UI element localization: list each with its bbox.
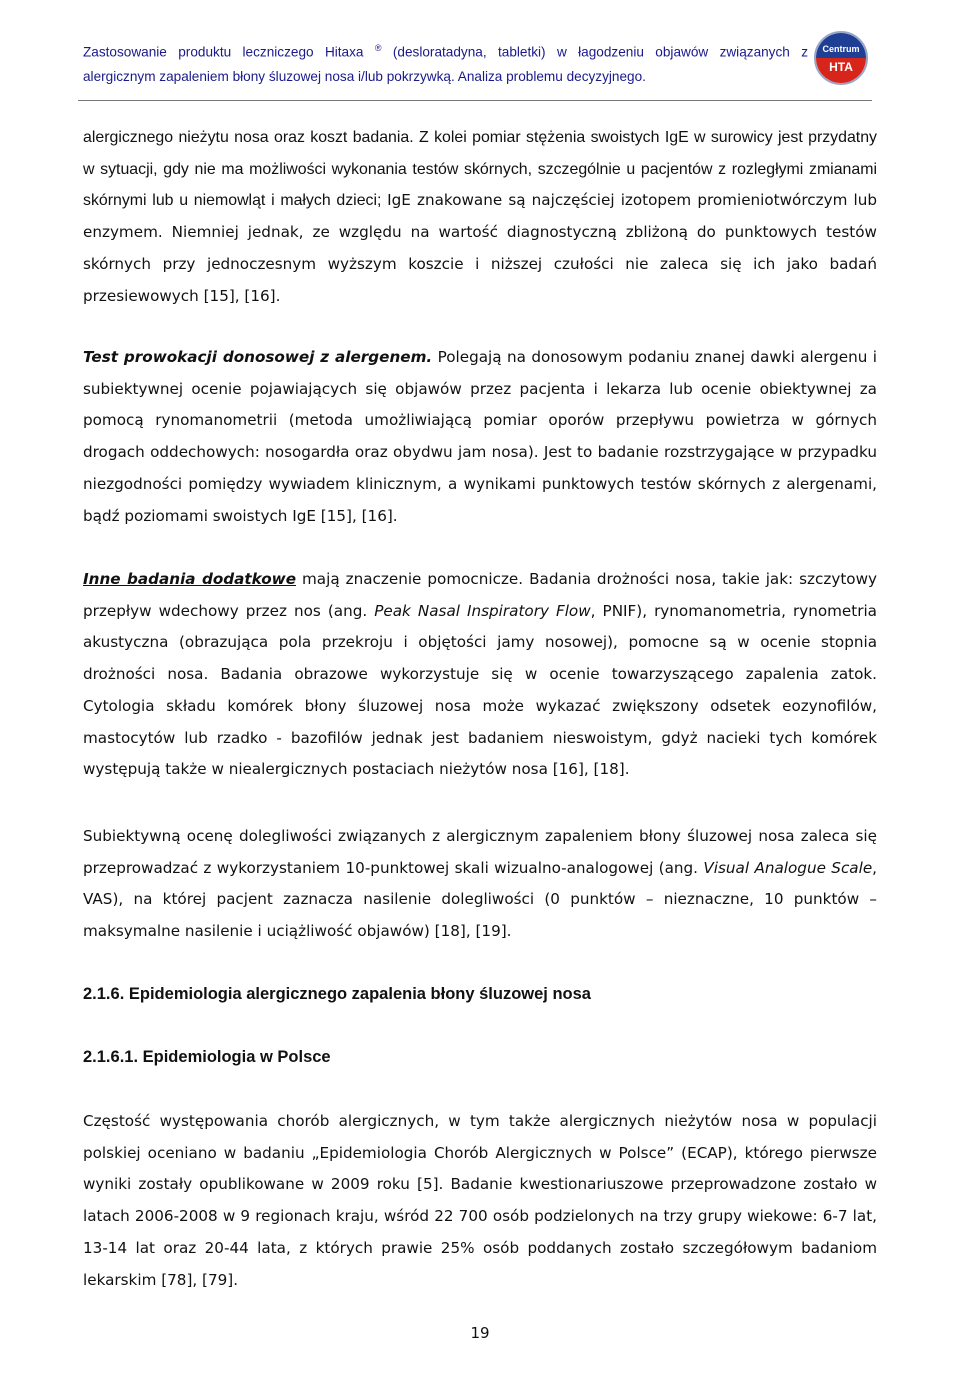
centrum-hta-logo (813, 30, 869, 86)
paragraph-vas: Subiektywną ocenę dolegliwości związanych z alergicznym zapaleniem błony śluzowej nosa zaleca się przeprowadzać z wykorzystaniem 10-punktowej skali wizualno-analogowej (ang. Visual Analogue Scale, VAS), na której pacjent zaznacza nasilenie dolegliwości (0 punktów – nieznaczne, 10 punktów – maksymalne nasilenie i uciążliwość objawów) [18], [19]. (83, 827, 877, 941)
header-rule (78, 100, 872, 101)
paragraph-other-tests: Inne badania dodatkowe mają znaczenie pomocnicze. Badania drożności nosa, takie jak: szczytowy przepływ wdechowy przez nos (ang. Peak Nasal Inspiratory Flow, PNIF), rynomanometria, rynometria akustyczna (obrazująca pola przekroju i objętości jamy nosowej), pomocne są w ocenie stopnia drożności nosa. Badania obrazowe wykorzystuje się w ocenie towarzyszącego zapalenia zatok. Cytologia składu komórek błony śluzowej nosa może wykazać zwiększony odsetek eozynofilów, mastocytów lub rzadko - bazofilów jednak jest badaniem nieswoistym, gdyż nacieki tych komórek występują także w niealergicznych postaciach nieżytów nosa [16], [18]. (83, 570, 877, 779)
paragraph-title: Inne badania dodatkowe (83, 570, 297, 588)
logo-bottom-text: HTA (829, 60, 853, 74)
paragraph-nasal-provocation: Test prowokacji donosowej z alergenem. Polegają na donosowym podaniu znanej dawki alergenu i subiektywnej ocenie pojawiających się objawów przez pacjenta i lekarza lub ocenie obiektywnej za pomocą rynomanometrii (metoda umożliwiającą pomiar oporów przepływu powietrza w górnych drogach oddechowych: nosogardła oraz obydwu jam nosa). Jest to badanie rozstrzygające w przypadku niezgodności pomiędzy wywiadem klinicznym, a wynikami punktowych testów skórnych z alergenami, bądź poziomami swoistych IgE [15], [16]. (83, 348, 877, 525)
paragraph-ecap: Częstość występowania chorób alergicznych, w tym także alergicznych nieżytów nosa w populacji polskiej oceniano w badaniu „Epidemiologia Chorób Alergicznych w Polsce” (ECAP), którego pierwsze wyniki zostały opublikowane w 2009 roku [5]. Badanie kwestionariuszowe przeprowadzone zostało w latach 2006-2008 w 9 regionach kraju, wśród 22 700 osób podzielonych na trzy grupy wiekowe: 6-7 lat, 13-14 lat oraz 20-44 lata, z których prawie 25% osób poddanych zostało szczegółowym badaniom lekarskim [78], [79]. (83, 1112, 877, 1289)
header-line-1: Zastosowanie produktu leczniczego Hitaxa ® (desloratadyna, tabletki) w łagodzeniu objawów związanych z (83, 43, 809, 60)
header-line-2: alergicznym zapaleniem błony śluzowej nosa i/lub pokrzywką. Analiza problemu decyzyjnego. (83, 68, 646, 84)
logo-top-text: Centrum (822, 44, 860, 54)
paragraph-title: Test prowokacji donosowej z alergenem. (83, 348, 433, 366)
registered-mark: ® (374, 43, 382, 53)
section-heading: 2.1.6. Epidemiologia alergicznego zapalenia błony śluzowej nosa (83, 985, 591, 1003)
paragraph-ige: alergicznego nieżytu nosa oraz koszt badania. Z kolei pomiar stężenia swoistych IgE w surowicy jest przydatny w sytuacji, gdy nie ma możliwości wykonania testów skórnych, szczególnie u pacjentów z rozległymi zmianami skórnymi lub u niemowląt i małych dzieci; IgE znakowane są najczęściej izotopem promieniotwórczym lub enzymem. Niemniej jednak, ze względu na wartość diagnostyczną zbliżoną do punktowych testów skórnych przy jednoczesnym wyższym koszcie i niższej czułości nie zaleca się ich jako badań przesiewowych [15], [16]. (83, 129, 877, 305)
page-number: 19 (470, 1324, 490, 1342)
subsection-heading: 2.1.6.1. Epidemiologia w Polsce (83, 1048, 331, 1066)
running-header (83, 36, 808, 89)
